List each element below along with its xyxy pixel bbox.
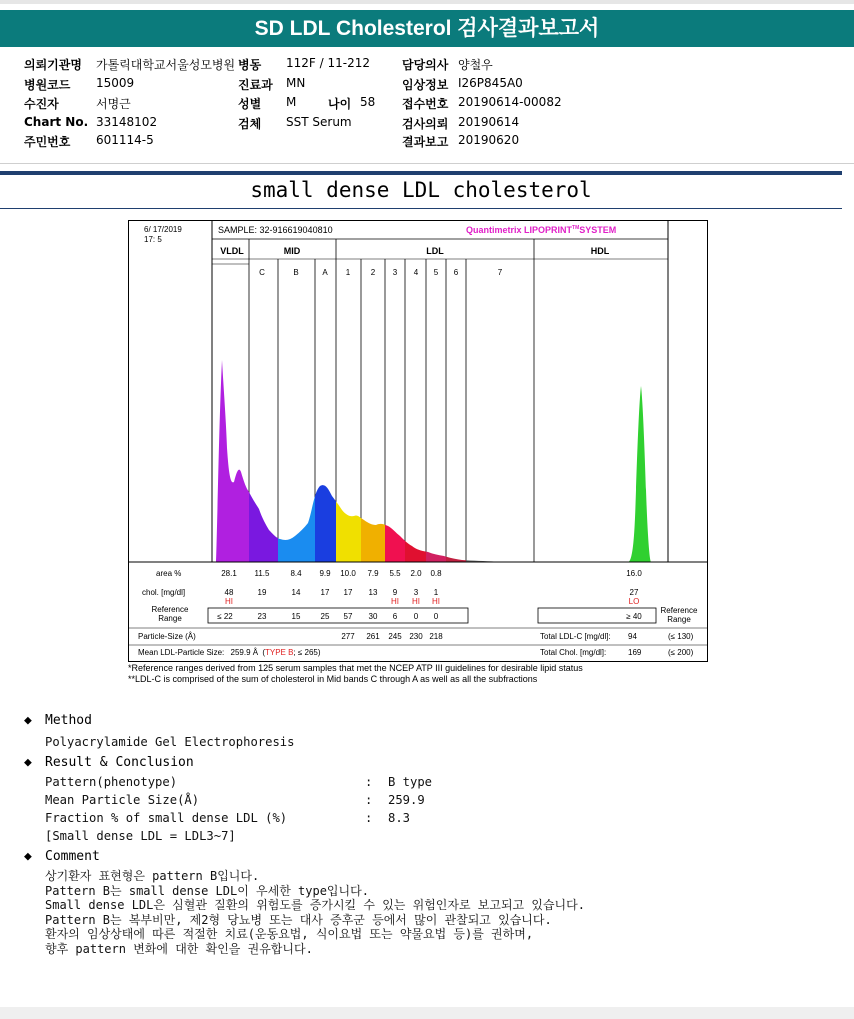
comment-line: 향후 pattern 변화에 대한 확인을 권유합니다. — [45, 941, 313, 956]
result-note: [Small dense LDL = LDL3~7] — [45, 829, 236, 843]
diamond-bullet-icon: ◆ — [24, 713, 32, 728]
result-sep: : — [365, 775, 373, 789]
result-row-value: 259.9 — [388, 793, 425, 807]
info-label: 병원코드 — [24, 78, 71, 92]
result-row-label: Fraction % of small dense LDL (%) — [45, 811, 288, 825]
comment-line: Small dense LDL은 심혈관 질환의 위험도를 증가시킬 수 있는 위험인자로 보고되고 있습니다. — [45, 898, 585, 912]
info-label: 접수번호 — [402, 97, 449, 111]
chol-value: 27 — [629, 588, 639, 597]
band-label: 6 — [453, 268, 459, 277]
ref-value: 23 — [257, 612, 267, 621]
band-label: 3 — [392, 268, 398, 277]
band-label: 4 — [413, 268, 419, 277]
ref-value: ≤ 22 — [217, 612, 233, 621]
comment-line: 환자의 임상상태에 따른 적절한 치료(운동요법, 식이요법 또는 약물요법 등)를 권하며, — [45, 927, 534, 941]
result-row-value: B type — [388, 775, 433, 789]
row-label-psize: Particle-Size (Å) — [138, 632, 196, 641]
row-label-mean: Mean LDL-Particle Size: 259.9 Å (TYPE B; ≤ 265) — [138, 648, 321, 657]
divider — [0, 208, 842, 209]
result-heading: ◆ Result & Conclusion — [24, 755, 194, 770]
total-chol-value: 169 — [628, 648, 642, 657]
band-group-ldl: LDL — [426, 246, 444, 256]
total-ldl-value: 94 — [628, 632, 637, 641]
chol-value: 19 — [257, 588, 267, 597]
band-label: A — [322, 268, 328, 277]
flag-hi: HI — [225, 597, 233, 606]
info-value: 112F / 11-212 — [286, 56, 370, 70]
info-label: 결과보고 — [402, 135, 449, 149]
info-value: 58 — [360, 95, 376, 109]
info-value: 33148102 — [96, 115, 158, 129]
footnote: *Reference ranges derived from 125 serum samples that met the NCEP ATP III guidelines for desirable lipid status — [128, 663, 583, 673]
area-value: 10.0 — [340, 569, 356, 578]
info-label: 담당의사 — [402, 58, 449, 72]
result-sep: : — [365, 793, 373, 807]
band-label: 7 — [497, 268, 503, 277]
info-label: 주민번호 — [24, 135, 71, 149]
divider — [0, 163, 854, 164]
chol-value: 13 — [368, 588, 378, 597]
comment-line: Pattern B는 복부비만, 제2형 당뇨병 또는 대사 증후군 등에서 많이 관찰되고 있습니다. — [45, 912, 552, 927]
ref-value: 0 — [413, 612, 419, 621]
chol-value: 3 — [413, 588, 419, 597]
info-label: 검체 — [238, 117, 262, 131]
info-value: 20190620 — [458, 133, 520, 147]
particle-size: 245 — [388, 632, 402, 641]
ref-value: 30 — [368, 612, 378, 621]
report-date: 6/ 17/2019 — [144, 225, 182, 234]
flag-hi: HI — [391, 597, 399, 606]
system-brand: Quantimetrix LIPOPRINT™SYSTEM — [466, 225, 617, 235]
info-value: SST Serum — [286, 115, 352, 129]
chol-value: 17 — [343, 588, 353, 597]
section-subtitle: small dense LDL cholesterol — [250, 178, 592, 202]
info-label: Chart No. — [24, 115, 89, 129]
particle-size: 277 — [341, 632, 355, 641]
info-value: 20190614 — [458, 115, 520, 129]
area-value: 28.1 — [221, 569, 237, 578]
ref-value: 15 — [291, 612, 301, 621]
ref-value: 25 — [320, 612, 330, 621]
total-ldl-ref: (≤ 130) — [668, 632, 694, 641]
band-label: 1 — [345, 268, 351, 277]
ref-right-label: Reference — [660, 606, 698, 615]
area-value: 7.9 — [367, 569, 379, 578]
particle-size: 230 — [409, 632, 423, 641]
top-strip — [0, 0, 854, 4]
result-row-label: Mean Particle Size(Å) — [45, 793, 200, 807]
total-chol-ref: (≤ 200) — [668, 648, 694, 657]
result-row-value: 8.3 — [388, 811, 411, 825]
info-value: 601114-5 — [96, 133, 154, 147]
band-group-mid: MID — [283, 246, 301, 256]
info-label: 성별 — [238, 97, 262, 111]
method-text: Polyacrylamide Gel Electrophoresis — [45, 735, 295, 749]
report-title: SD LDL Cholesterol 검사결과보고서 — [0, 10, 854, 47]
chol-value: 9 — [392, 588, 398, 597]
band-label: 2 — [370, 268, 376, 277]
chol-value: 48 — [224, 588, 234, 597]
particle-size: 218 — [429, 632, 443, 641]
divider — [0, 171, 842, 175]
band-label: C — [259, 268, 265, 277]
info-value: MN — [286, 76, 306, 90]
row-label-chol: chol. [mg/dl] — [142, 588, 186, 597]
footnote: **LDL-C is comprised of the sum of cholesterol in Mid bands C through A as well as all the subfractions — [128, 674, 538, 684]
comment-line: Pattern B는 small dense LDL이 우세한 type입니다. — [45, 883, 369, 898]
area-value: 5.5 — [389, 569, 401, 578]
info-value: 서명근 — [96, 97, 131, 111]
band-group-vldl: VLDL — [220, 246, 244, 256]
comment-line: 상기환자 표현형은 pattern B입니다. — [45, 869, 260, 883]
band-group-hdl: HDL — [590, 246, 610, 256]
row-label-ref2: Range — [158, 614, 182, 623]
bottom-strip — [0, 1007, 854, 1019]
info-value: 20190614-00082 — [458, 95, 562, 109]
flag-hi: HI — [412, 597, 420, 606]
info-label: 수진자 — [24, 97, 59, 111]
info-label: 진료과 — [238, 78, 273, 92]
chol-value: 17 — [320, 588, 330, 597]
info-value: 양철우 — [458, 58, 493, 72]
result-sep: : — [365, 811, 373, 825]
ref-value: 0 — [433, 612, 439, 621]
flag-hi: HI — [432, 597, 440, 606]
diamond-bullet-icon: ◆ — [24, 755, 32, 770]
ref-right-label: Range — [667, 615, 691, 624]
method-heading: ◆ Method — [24, 713, 92, 728]
info-value: 15009 — [96, 76, 135, 90]
result-row-label: Pattern(phenotype) — [45, 775, 178, 789]
area-value: 2.0 — [410, 569, 422, 578]
report-time: 17: 5 — [144, 235, 162, 244]
flag-lo: LO — [628, 597, 640, 606]
ref-value: ≥ 40 — [626, 612, 642, 621]
area-value: 8.4 — [290, 569, 302, 578]
particle-size: 261 — [366, 632, 380, 641]
footnotes — [128, 663, 583, 685]
chol-value: 14 — [291, 588, 301, 597]
ref-value: 6 — [392, 612, 398, 621]
area-value: 11.5 — [254, 569, 270, 578]
area-value: 0.8 — [430, 569, 442, 578]
band-label: 5 — [433, 268, 439, 277]
row-label-ref1: Reference — [151, 605, 189, 614]
total-chol-label: Total Chol. [mg/dl]: — [540, 648, 607, 657]
info-label: 검사의뢰 — [402, 117, 449, 131]
comment-body — [45, 869, 585, 956]
diamond-bullet-icon: ◆ — [24, 849, 32, 864]
info-label: 의뢰기관명 — [24, 58, 82, 72]
info-label: 임상정보 — [402, 78, 449, 92]
area-value: 16.0 — [626, 569, 642, 578]
info-value: 가톨릭대학교서울성모병원 — [96, 58, 236, 72]
area-value: 9.9 — [319, 569, 331, 578]
info-value: M — [286, 95, 297, 109]
total-ldl-label: Total LDL-C [mg/dl]: — [540, 632, 611, 641]
row-label-area: area % — [156, 569, 182, 578]
info-value: I26P845A0 — [458, 76, 523, 90]
comment-heading: ◆ Comment — [24, 849, 100, 864]
ref-value: 57 — [343, 612, 353, 621]
sample-id: SAMPLE: 32-916619040810 — [218, 225, 333, 235]
lipoprint-report — [128, 220, 708, 662]
info-label: 나이 — [328, 97, 352, 111]
info-label: 병동 — [238, 58, 262, 72]
chol-value: 1 — [433, 588, 439, 597]
band-label: B — [293, 268, 299, 277]
